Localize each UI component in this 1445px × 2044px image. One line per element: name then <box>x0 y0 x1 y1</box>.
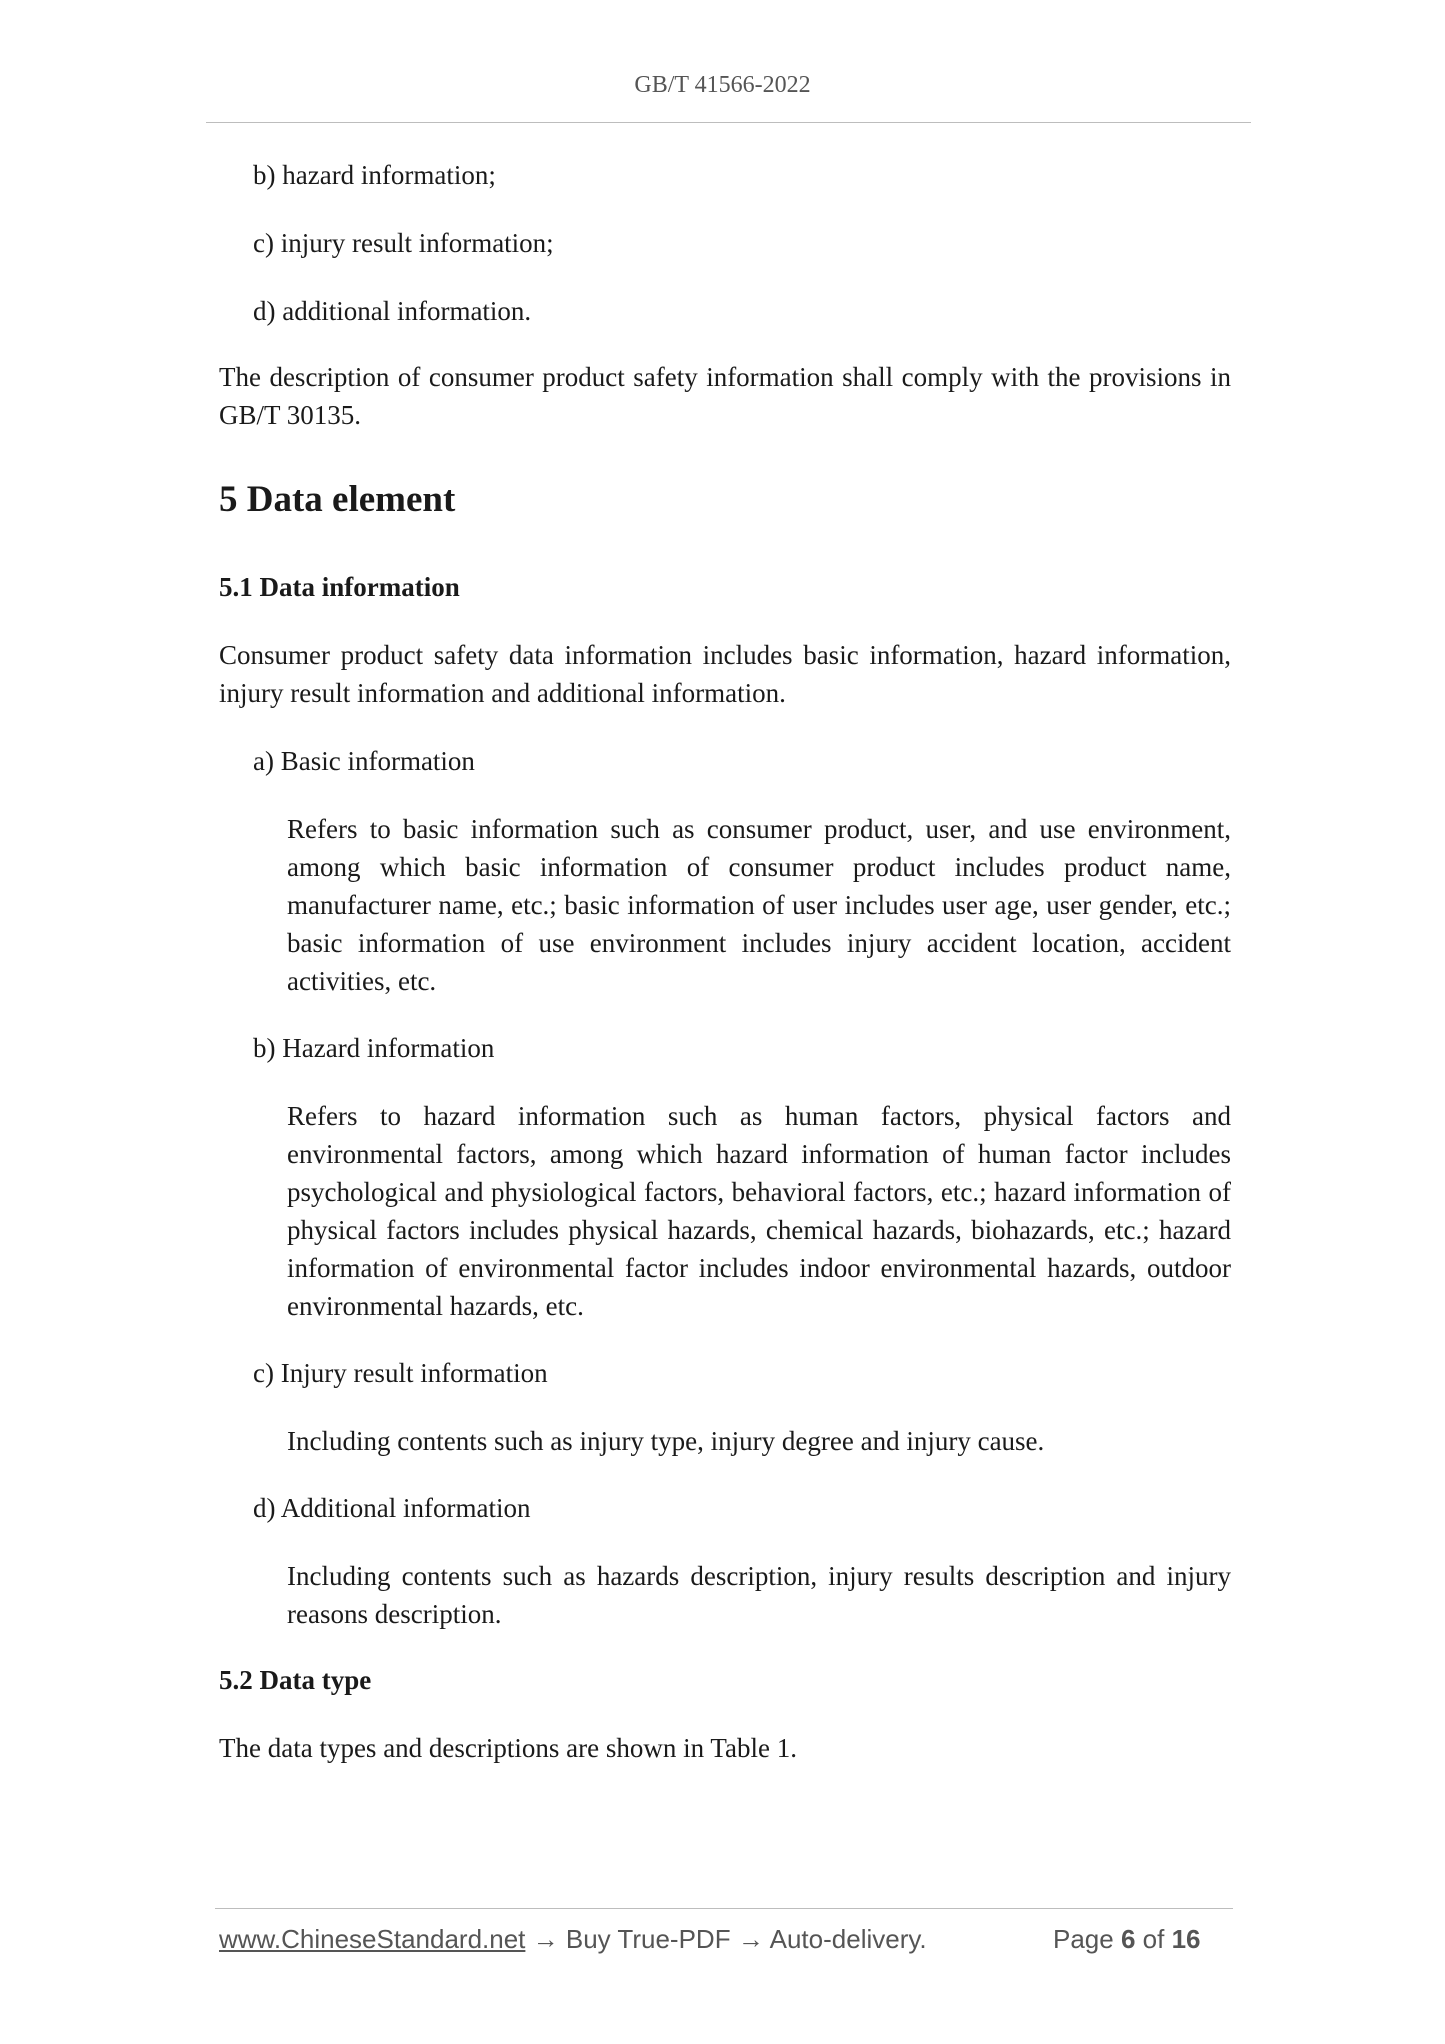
list-item-c: c) injury result information; <box>253 228 554 258</box>
intro-paragraph: The description of consumer product safety information shall comply with the provisions in GB/T 30135. <box>219 362 1231 430</box>
footer-delivery-text: Auto-delivery. <box>769 1924 927 1954</box>
list-item-d: d) additional information. <box>253 296 532 326</box>
injury-result-text: Including contents such as injury type, injury degree and injury cause. <box>287 1426 1045 1456</box>
section-5-2-paragraph: The data types and descriptions are shown in Table 1. <box>219 1733 797 1763</box>
hazard-info-text: Refers to hazard information such as human factors, physical factors and environmental factors, among which hazard information of human factor includes psychological and physiological factors, behavioral factors, etc.; hazard information of physical factors includes physical hazards, chemical hazards, biohazards, etc.; hazard information of environmental factor includes indoor environmental hazards, outdoor environmental hazards, etc. <box>287 1101 1231 1321</box>
additional-info-text: Including contents such as hazards description, injury results description and injury reasons description. <box>287 1561 1231 1629</box>
arrow-right-icon: → <box>737 1924 764 1954</box>
section-5-2-heading: 5.2 Data type <box>219 1665 372 1695</box>
hazard-info-label: b) Hazard information <box>253 1033 495 1063</box>
section-5-1-paragraph: Consumer product safety data information includes basic information, hazard information, injury result information and additional information. <box>219 640 1231 708</box>
arrow-right-icon: → <box>532 1924 559 1954</box>
page-header-title: GB/T 41566-2022 <box>634 72 811 98</box>
page-current: 6 <box>1120 1924 1136 1954</box>
section-5-heading: 5 Data element <box>219 479 456 520</box>
footer-buy-text: Buy True-PDF <box>565 1924 731 1954</box>
section-5-1-heading: 5.1 Data information <box>219 572 460 602</box>
additional-info-label: d) Additional information <box>253 1493 531 1523</box>
header-divider <box>206 122 1251 123</box>
of-word: of <box>1142 1924 1165 1954</box>
footer-left <box>219 1924 927 1955</box>
basic-info-text: Refers to basic information such as consumer product, user, and use environment, among which basic information of consumer product includes product name, manufacturer name, etc.; basic information of user includes user age, user gender, etc.; basic information of use environment includes injury accident location, accident activities, etc. <box>287 814 1231 996</box>
page-number <box>1053 1924 1201 1955</box>
list-item-b: b) hazard information; <box>253 160 496 190</box>
injury-result-label: c) Injury result information <box>253 1358 548 1388</box>
page-total: 16 <box>1171 1924 1201 1954</box>
basic-info-label: a) Basic information <box>253 746 475 776</box>
footer-divider <box>215 1908 1233 1909</box>
page-word: Page <box>1053 1924 1114 1954</box>
chinesestandard-link[interactable]: www.ChineseStandard.net <box>219 1924 526 1954</box>
